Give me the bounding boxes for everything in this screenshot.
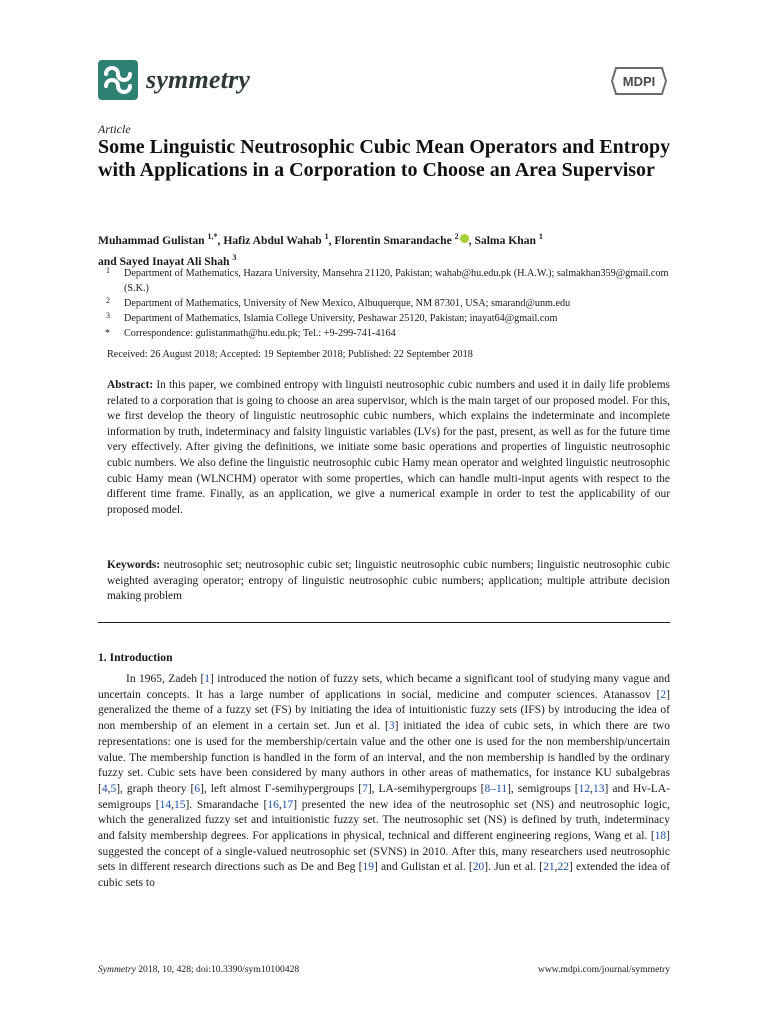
affiliation-text: Department of Mathematics, University of New Mexico, Albuquerque, NM 87301, USA; smarand@unm.edu [124, 298, 571, 309]
citation-link[interactable]: 15 [173, 798, 186, 811]
author-and: and [98, 254, 120, 268]
affiliation-mark: 2 [106, 296, 110, 305]
affiliation-item [104, 296, 676, 311]
author-name: Sayed Inayat Ali Shah [119, 254, 230, 268]
author-list: Muhammad Gulistan $^{1,*}$, Hafiz Abdul Wahab $^1$, Florentin Smarandache $^2$ , Salma Khan $^1$ and Sayed Inayat Ali Shah $^3$ [98, 232, 543, 268]
citation-link[interactable]: 13 [593, 782, 605, 795]
footer-journal: Symmetry [98, 964, 136, 975]
author-name: Salma Khan [474, 233, 536, 247]
keywords [107, 558, 670, 605]
paper-title: Some Linguistic Neutrosophic Cubic Mean Operators and Entropy with Applications in a Corporation to Choose an Area Supervisor [98, 136, 671, 181]
citation-link[interactable]: 8–11 [484, 782, 508, 795]
author-name: Muhammad Gulistan [98, 233, 205, 247]
citation-link[interactable]: 1 [204, 673, 211, 685]
citation-link[interactable]: 2 [660, 688, 667, 701]
citation-link[interactable]: 6 [194, 782, 201, 795]
introduction-paragraph: In 1965, Zadeh [1] introduced the notion of fuzzy sets, which became a significant tool of studying many vague and uncertain concepts. It has a large number of applications in social, medicine and computer sciences. Atanassov [2] generalized the theme of a fuzzy set (FS) by initiating the idea of intuitionistic fuzzy sets (IFS) by introducing the idea of non membership of an element in a certain set. Jun et al. [3] initiated the idea of cubic sets, in which there are two representations: one is used for the membership/certain value and the other one is used for the non membership/uncertain value. The membership function is handled in the form of an interval, and the non membership is handled by the ordinary fuzzy set. Cubic sets have been considered by many authors in other areas of mathematics, for instance KU subalgebras [4,5], graph theory [6], left almost Γ-semihypergroups [7], LA-semihypergroups [8–11], semigroups [12,13] and Hv-LA-semigroups [14,15]. Smarandache [16,17] presented the new idea of the neutrosophic set (NS) and neutrosophic logic, which the generalized fuzzy set and intuitionistic fuzzy set. The neutrosophic set (NS) is defined by truth, indeterminacy and falsity membership degrees. For applications in physical, technical and different engineering regions, Wang et al. [18] suggested the concept of a single-valued neutrosophic set (SVNS) in 2010. After this, many researchers used neutrosophic sets in different research directions such as De and Beg [19] and Gulistan et al. [20]. Jun et al. [21,22] extended the idea of cubic sets to [98, 673, 670, 890]
citation-link[interactable]: 7 [362, 782, 368, 795]
citation-link[interactable]: 5 [110, 782, 117, 795]
section-divider [98, 622, 670, 623]
affiliation-mark: * [105, 328, 110, 339]
correspondence-text: Correspondence: gulistanmath@hu.edu.pk; Tel.: +9-299-741-4164 [124, 328, 396, 339]
publication-dates: Received: 26 August 2018; Accepted: 19 September 2018; Published: 22 September 2018 [107, 349, 473, 360]
affiliation-text: Department of Mathematics, Hazara University, Mansehra 21120, Pakistan; wahab@hu.edu.pk (H.A.W.); salmakhan359@gmail.com (S.K.) [124, 268, 669, 294]
keywords-text: neutrosophic set; neutrosophic cubic set; linguistic neutrosophic cubic numbers; linguistic neutrosophic cubic weighted averaging operator; entropy of linguistic neutrosophic cubic numbers; application; multiple attribute decision making problem [107, 559, 670, 603]
symmetry-logo-icon [98, 60, 138, 100]
abstract-text: In this paper, we combined entropy with linguisti neutrosophic cubic numbers and used it in daily life problems related to a corporation that is going to choose an area supervisor, which is the main target of our proposed model. For this, we first develop the theory of linguistic neutrosophic cubic numbers, which explains the indeterminate and incomplete information by truth, indeterminacy and falsity linguistic variables (LVs) for the past, present, as well as for the future time very effectively. After giving the definitions, we initiate some basic operations and properties of linguistic neutrosophic cubic numbers. We also define the linguistic neutrosophic cubic Hamy mean operator and weighted linguistic neutrosophic cubic Hamy mean (WLNCHM) operator with some properties, which can handle multi-input agents with respect to the different time frame. Finally, as an application, we give a numerical example in order to test the applicability of our proposed model. [107, 379, 670, 516]
orcid-icon[interactable] [460, 234, 469, 243]
citation-link[interactable]: 17 [281, 798, 294, 811]
author-name: Florentin Smarandache [334, 233, 452, 247]
author-affiliation-mark: 1 [538, 232, 543, 241]
article-type: Article [98, 122, 131, 136]
author-affiliation-mark: 3 [232, 252, 237, 262]
citation-link[interactable]: 19 [362, 861, 374, 874]
citation-link[interactable]: 20 [472, 861, 485, 874]
citation-link[interactable]: 21 [543, 861, 555, 874]
citation-link[interactable]: 22 [557, 861, 569, 874]
footer-url[interactable]: www.mdpi.com/journal/symmetry [537, 964, 670, 975]
author-affiliation-mark: 1,* [207, 232, 218, 241]
citation-link[interactable]: 16 [267, 798, 279, 811]
footer-citation-text: 2018, 10, 428; doi:10.3390/sym10100428 [135, 964, 300, 975]
author-name: Hafiz Abdul Wahab [223, 233, 322, 247]
journal-logo [98, 60, 250, 100]
affiliation-item [104, 311, 676, 326]
citation-link[interactable]: 3 [388, 720, 395, 733]
affiliation-mark: 1 [106, 266, 110, 275]
author-affiliation-mark: 1 [324, 232, 329, 241]
citation-link[interactable]: 18 [654, 830, 667, 843]
affiliation-text: Department of Mathematics, Islamia College University, Peshawar 25120, Pakistan; inayat64@gmail.com [124, 313, 558, 324]
citation-link[interactable]: 4 [101, 782, 108, 795]
affiliation-item [104, 326, 676, 341]
keywords-label: Keywords: [107, 559, 161, 571]
author-affiliation-mark: 2 [454, 232, 459, 241]
publisher-logo-text: MDPI [622, 74, 656, 89]
affiliation-item [104, 266, 676, 296]
mdpi-logo-icon [610, 64, 668, 98]
citation-link[interactable]: 14 [159, 798, 172, 811]
affiliations [104, 266, 676, 341]
journal-name: symmetry [146, 65, 251, 94]
footer-citation [98, 964, 299, 975]
affiliation-mark: 3 [106, 311, 110, 320]
section-heading: 1. Introduction [98, 651, 173, 664]
citation-link[interactable]: 12 [578, 782, 591, 795]
abstract-label: Abstract: [107, 379, 154, 391]
abstract [107, 378, 670, 518]
